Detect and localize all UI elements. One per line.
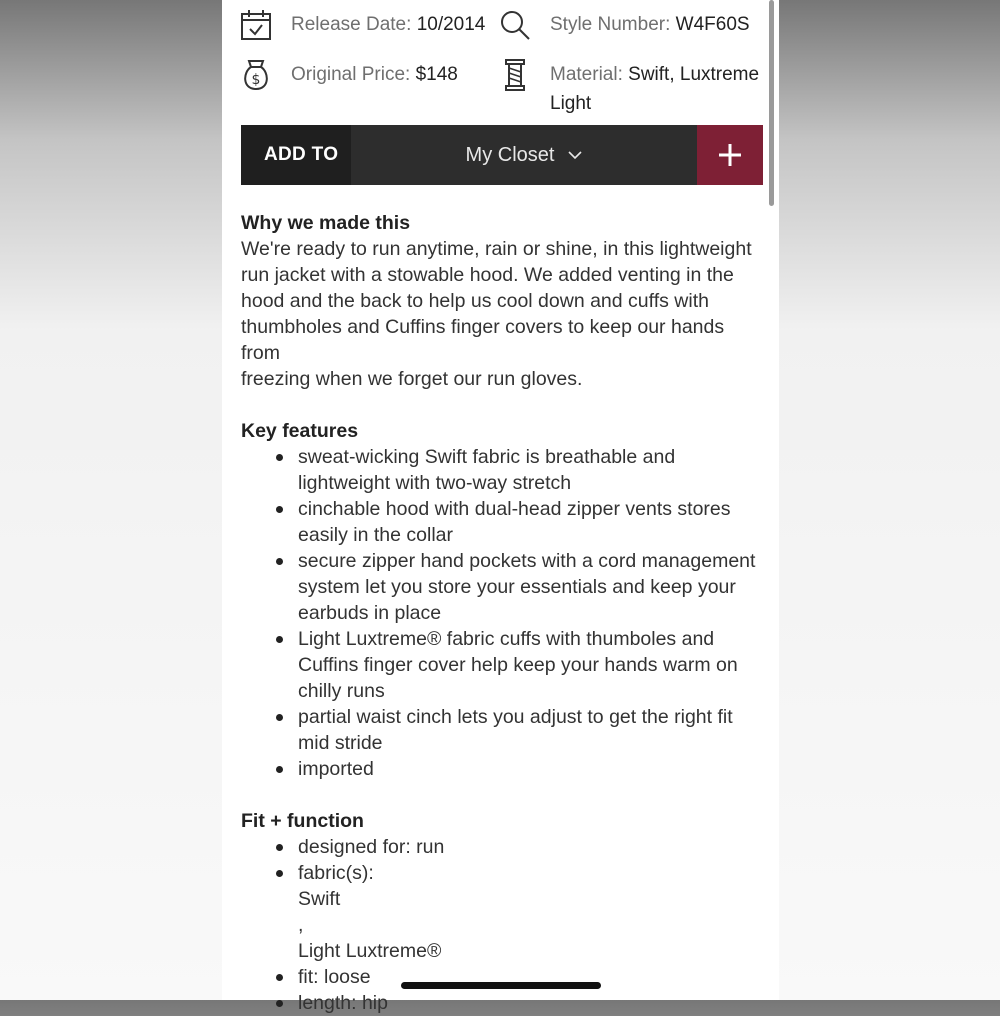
scrollbar[interactable] (769, 0, 774, 206)
fabrics-label: fabric(s): (298, 862, 374, 884)
list-item-line: chilly runs (298, 680, 385, 702)
list-item (298, 626, 761, 704)
why-line: We're ready to run anytime, rain or shine, in this lightweight (241, 238, 752, 260)
list-item (298, 496, 761, 548)
fit-function-heading: Fit + function (241, 810, 364, 832)
list-item: designed for: run (298, 834, 761, 860)
list-item-line: easily in the collar (298, 524, 453, 546)
fabric-link-luxtreme[interactable]: Light Luxtreme® (298, 940, 442, 962)
original-price-label: Original Price: (291, 64, 411, 85)
product-description (241, 210, 761, 1016)
fabric-separator: , (298, 914, 304, 936)
money-bag-icon (239, 58, 273, 92)
chevron-down-icon (568, 151, 582, 160)
why-line: thumbholes and Cuffins finger covers to keep our hands from (241, 316, 725, 364)
home-indicator[interactable] (401, 982, 601, 989)
list-item-line: system let you store your essentials and keep your (298, 576, 736, 598)
list-item: fit: loose (298, 964, 761, 990)
svg-text:$: $ (251, 72, 261, 88)
release-date-value: 10/2014 (416, 14, 486, 35)
list-item (298, 548, 761, 626)
product-details-panel (222, 0, 779, 1014)
release-date-label: Release Date: (291, 14, 412, 35)
list-item (298, 756, 761, 782)
list-item-line: sweat-wicking Swift fabric is breathable and (298, 446, 676, 468)
material-value-line1: Swift, Luxtreme (628, 64, 760, 85)
why-line: run jacket with a stowable hood. We added venting in the (241, 264, 734, 286)
search-icon (498, 8, 532, 42)
fabric-link-swift[interactable]: Swift (298, 888, 341, 910)
list-item-line: cinchable hood with dual-head zipper vents stores (298, 498, 731, 520)
plus-icon (718, 143, 742, 167)
why-line: freezing when we forget our run gloves. (241, 368, 583, 390)
list-item (298, 444, 761, 496)
closet-dropdown[interactable] (351, 125, 697, 185)
list-item-line: mid stride (298, 732, 383, 754)
calendar-icon (239, 8, 273, 42)
thread-spool-icon (498, 58, 532, 92)
add-to-closet-button[interactable] (697, 125, 763, 185)
original-price-value: $148 (415, 64, 458, 85)
list-item-line: lightweight with two-way stretch (298, 472, 572, 494)
key-features-list (241, 444, 761, 782)
list-item-line: Cuffins finger cover help keep your hands warm on (298, 654, 738, 676)
list-item-line: partial waist cinch lets you adjust to get the right fit (298, 706, 733, 728)
list-item-line: earbuds in place (298, 602, 442, 624)
style-number-value: W4F60S (675, 14, 750, 35)
add-to-closet-bar (241, 125, 763, 185)
list-item-line: Light Luxtreme® fabric cuffs with thumboles and (298, 628, 715, 650)
material-label: Material: (550, 64, 623, 85)
list-item-line: imported (298, 758, 374, 780)
why-line: hood and the back to help us cool down and cuffs with (241, 290, 709, 312)
list-item (298, 860, 761, 964)
why-heading: Why we made this (241, 212, 411, 234)
key-features-heading: Key features (241, 420, 359, 442)
list-item-line: secure zipper hand pockets with a cord management (298, 550, 756, 572)
closet-dropdown-value: My Closet (465, 143, 555, 166)
list-item (298, 704, 761, 756)
style-number-label: Style Number: (550, 14, 671, 35)
why-paragraph (241, 236, 761, 392)
list-item: length: hip (298, 990, 761, 1016)
material-value-line2: Light (550, 93, 592, 114)
add-to-label: ADD TO (241, 125, 351, 185)
